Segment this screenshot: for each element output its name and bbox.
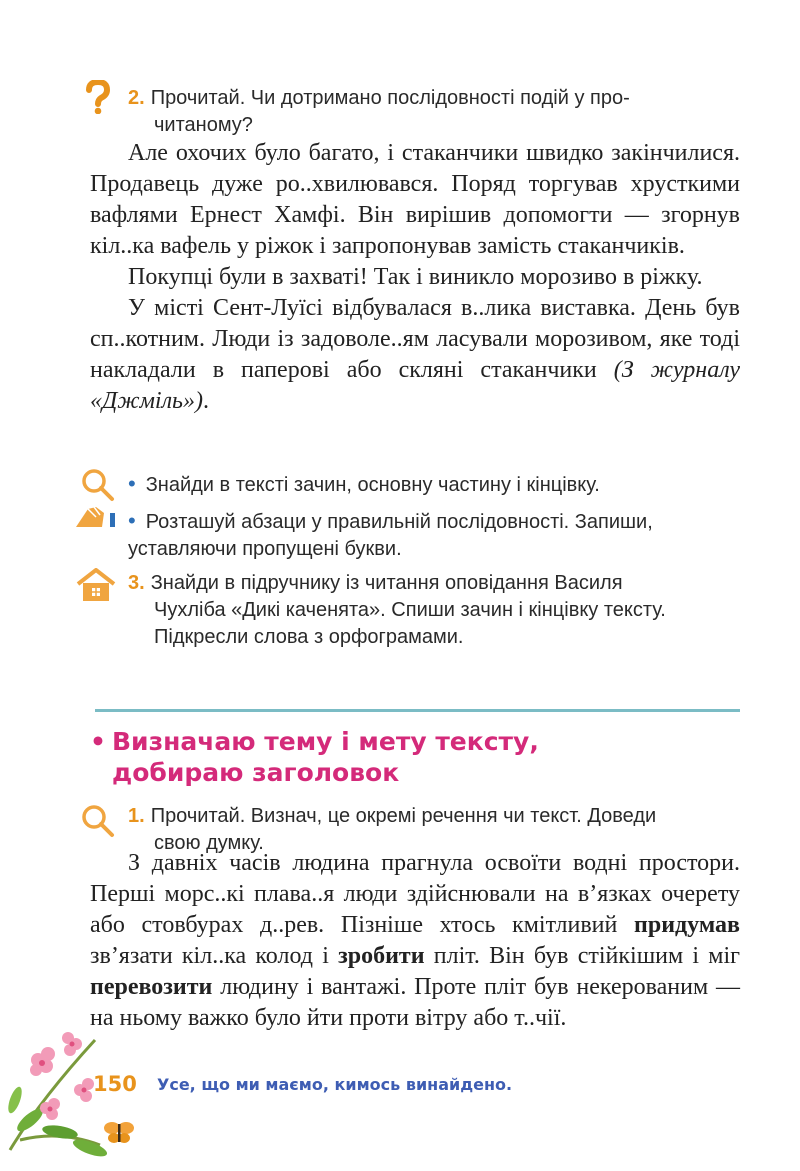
bullet-text: уставляючи пропущені букви. (128, 538, 402, 560)
heading-bullet: • (90, 727, 106, 756)
footer-motto: Усе, що ми маємо, кимось винайдено. (157, 1075, 513, 1094)
writing-hand-icon (74, 503, 122, 531)
section-divider (95, 709, 740, 712)
task-text: свою думку. (154, 832, 264, 854)
bullet-find (128, 470, 740, 499)
bullet-dot: • (128, 508, 136, 533)
punctuation: . (202, 388, 209, 414)
paragraph-text: Але охочих було багато, і стаканчики швидко закінчилися. Продавець дуже ро..хвилювався. Поряд торгував хрусткими вафлями Ернест Хамфі. Він вирішив допомогти — згорнув кіл..ка вафель у ріжок і запропонував замість стаканчиків. (90, 140, 740, 259)
paragraph-text: У місті Сент-Луїсі відбувалася в..лика виставка. День був сп..котним. Люди із задоволе..ям ласували морозивом, яке тоді накладали в паперові або скляні стаканчики (90, 295, 740, 383)
heading-line: Визначаю тему і мету тексту, (112, 727, 539, 756)
page-number: 150 (93, 1072, 137, 1096)
text-segment: пліт. Він був стійкішим і міг (433, 943, 741, 969)
paragraph-text: Покупці були в захваті! Так і виникло морозиво в ріжку. (128, 264, 703, 290)
text-segment: зв’язати кіл..ка колод і (90, 943, 329, 969)
task-text: Знайди в підручнику із читання оповідання Василя (150, 572, 623, 594)
task-number: 1. (128, 805, 145, 827)
question-mark-icon (84, 80, 112, 114)
bold-word: придумав (634, 912, 740, 938)
magnifier-icon (80, 803, 116, 839)
text-segment: З давніх часів людина прагнула освоїти водні простори. Перші морс..кі плава..я люди здійснювали на в’язках очерету або стовбурах д..рев. Пізніше хтось кмітливий (90, 850, 740, 938)
magnifier-icon (80, 467, 116, 503)
bold-word: зробити (338, 943, 425, 969)
text-segment: людину і вантажі. Проте пліт був некерованим — на ньому важко було йти проти вітру або т..чії. (90, 974, 741, 1031)
heading-line: добираю заголовок (112, 758, 400, 787)
reading-text-1 (90, 138, 740, 417)
bullet-text: Знайди в тексті зачин, основну частину і кінцівку. (145, 474, 600, 496)
task-2-instruction (128, 85, 740, 139)
task-number: 3. (128, 572, 145, 594)
task-3-instruction (128, 570, 740, 651)
task-text: Прочитай. Чи дотримано послідовності подій у про- (150, 87, 630, 109)
bullet-arrange (128, 507, 740, 563)
source-citation: (З журналу «Джміль») (90, 357, 741, 414)
paragraph (90, 262, 740, 293)
bullet-dot: • (128, 471, 136, 496)
task-number: 2. (128, 87, 145, 109)
house-icon (76, 568, 116, 602)
paragraph (90, 138, 740, 262)
bullet-text: Розташуй абзаци у правильній послідовності. Запиши, (145, 511, 653, 533)
section-heading (90, 726, 752, 788)
paragraph (90, 293, 740, 417)
task-text: читаному? (154, 114, 253, 136)
task-text: Підкресли слова з орфограмами. (154, 626, 464, 648)
reading-text-2 (90, 848, 740, 1034)
bold-word: перевозити (90, 974, 213, 1000)
task-text: Чухліба «Дикі каченята». Спиши зачин і кінцівку тексту. (154, 599, 666, 621)
task-text: Прочитай. Визнач, це окремі речення чи текст. Доведи (150, 805, 657, 827)
